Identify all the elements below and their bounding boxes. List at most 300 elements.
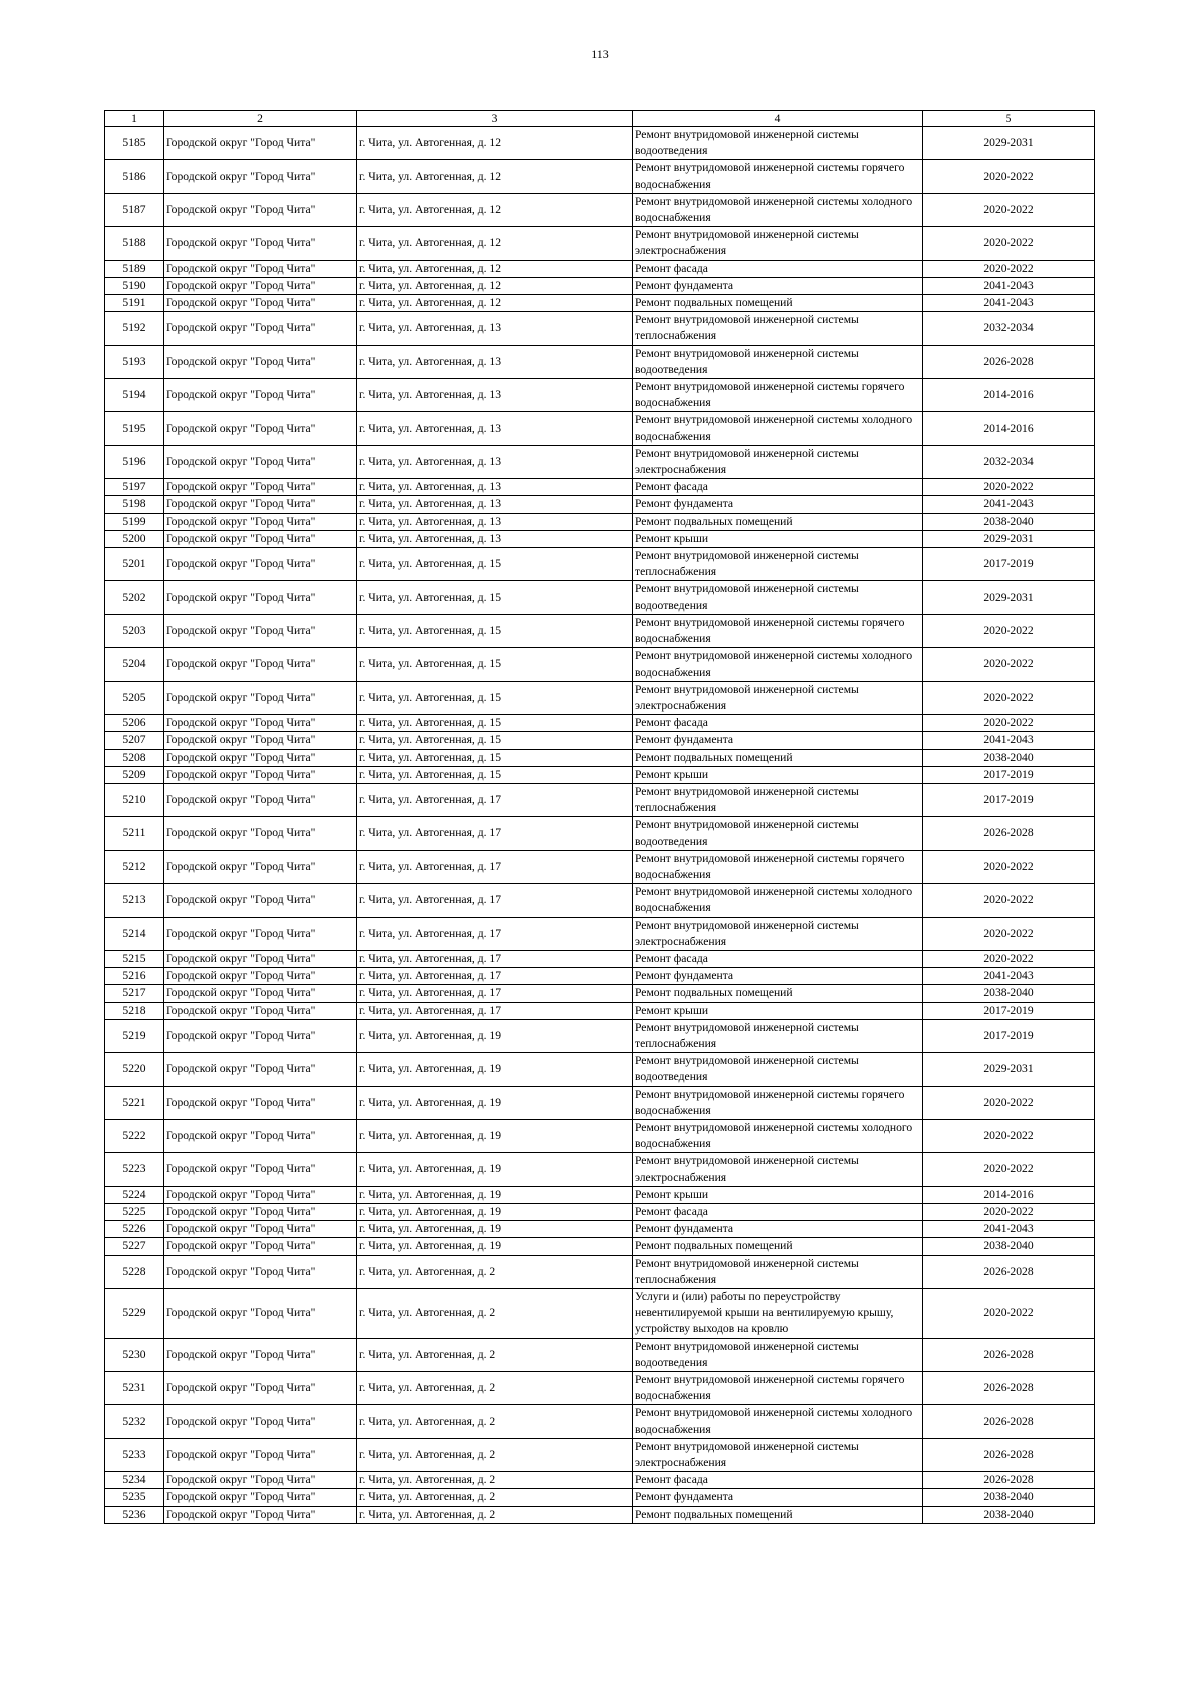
municipality-cell: Городской округ "Город Чита" bbox=[164, 379, 357, 412]
work-type-cell: Ремонт внутридомовой инженерной системы теплоснабжения bbox=[633, 312, 923, 345]
row-number-cell: 5194 bbox=[105, 379, 164, 412]
row-number-cell: 5219 bbox=[105, 1019, 164, 1052]
municipality-cell: Городской округ "Город Чита" bbox=[164, 968, 357, 985]
work-type-cell: Ремонт внутридомовой инженерной системы теплоснабжения bbox=[633, 1019, 923, 1052]
period-cell: 2020-2022 bbox=[923, 193, 1095, 226]
row-number-cell: 5221 bbox=[105, 1086, 164, 1119]
municipality-cell: Городской округ "Город Чита" bbox=[164, 412, 357, 445]
period-cell: 2020-2022 bbox=[923, 479, 1095, 496]
table-row bbox=[105, 968, 1095, 985]
municipality-cell: Городской округ "Город Чита" bbox=[164, 1289, 357, 1339]
work-type-cell: Ремонт подвальных помещений bbox=[633, 985, 923, 1002]
row-number-cell: 5224 bbox=[105, 1186, 164, 1203]
period-cell: 2038-2040 bbox=[923, 1506, 1095, 1523]
address-cell: г. Чита, ул. Автогенная, д. 17 bbox=[357, 850, 633, 883]
work-type-cell: Ремонт подвальных помещений bbox=[633, 1506, 923, 1523]
municipality-cell: Городской округ "Город Чита" bbox=[164, 345, 357, 378]
period-cell: 2038-2040 bbox=[923, 1238, 1095, 1255]
address-cell: г. Чита, ул. Автогенная, д. 19 bbox=[357, 1153, 633, 1186]
address-cell: г. Чита, ул. Автогенная, д. 2 bbox=[357, 1489, 633, 1506]
table-row bbox=[105, 127, 1095, 160]
work-type-cell: Ремонт подвальных помещений bbox=[633, 295, 923, 312]
period-cell: 2020-2022 bbox=[923, 850, 1095, 883]
work-type-cell: Ремонт фасада bbox=[633, 715, 923, 732]
period-cell: 2020-2022 bbox=[923, 1119, 1095, 1152]
period-cell: 2038-2040 bbox=[923, 749, 1095, 766]
table-row bbox=[105, 277, 1095, 294]
period-cell: 2020-2022 bbox=[923, 1086, 1095, 1119]
address-cell: г. Чита, ул. Автогенная, д. 19 bbox=[357, 1238, 633, 1255]
work-type-cell: Ремонт внутридомовой инженерной системы холодного водоснабжения bbox=[633, 648, 923, 681]
row-number-cell: 5208 bbox=[105, 749, 164, 766]
municipality-cell: Городской округ "Город Чита" bbox=[164, 1372, 357, 1405]
row-number-cell: 5212 bbox=[105, 850, 164, 883]
table-row bbox=[105, 379, 1095, 412]
address-cell: г. Чита, ул. Автогенная, д. 12 bbox=[357, 295, 633, 312]
work-type-cell: Ремонт внутридомовой инженерной системы горячего водоснабжения bbox=[633, 614, 923, 647]
row-number-cell: 5197 bbox=[105, 479, 164, 496]
period-cell: 2020-2022 bbox=[923, 1153, 1095, 1186]
column-header: 5 bbox=[923, 111, 1095, 127]
municipality-cell: Городской округ "Город Чита" bbox=[164, 732, 357, 749]
work-type-cell: Ремонт фундамента bbox=[633, 1221, 923, 1238]
row-number-cell: 5201 bbox=[105, 548, 164, 581]
municipality-cell: Городской округ "Город Чита" bbox=[164, 227, 357, 260]
period-cell: 2041-2043 bbox=[923, 277, 1095, 294]
address-cell: г. Чита, ул. Автогенная, д. 19 bbox=[357, 1221, 633, 1238]
address-cell: г. Чита, ул. Автогенная, д. 13 bbox=[357, 496, 633, 513]
municipality-cell: Городской округ "Город Чита" bbox=[164, 260, 357, 277]
table-row bbox=[105, 160, 1095, 193]
row-number-cell: 5204 bbox=[105, 648, 164, 681]
work-type-cell: Ремонт внутридомовой инженерной системы электроснабжения bbox=[633, 227, 923, 260]
municipality-cell: Городской округ "Город Чита" bbox=[164, 1489, 357, 1506]
municipality-cell: Городской округ "Город Чита" bbox=[164, 513, 357, 530]
row-number-cell: 5190 bbox=[105, 277, 164, 294]
work-type-cell: Ремонт внутридомовой инженерной системы электроснабжения bbox=[633, 1438, 923, 1471]
work-type-cell: Ремонт внутридомовой инженерной системы водоотведения bbox=[633, 817, 923, 850]
municipality-cell: Городской округ "Город Чита" bbox=[164, 193, 357, 226]
work-type-cell: Ремонт внутридомовой инженерной системы теплоснабжения bbox=[633, 1255, 923, 1288]
row-number-cell: 5220 bbox=[105, 1053, 164, 1086]
table-row bbox=[105, 783, 1095, 816]
municipality-cell: Городской округ "Город Чита" bbox=[164, 1405, 357, 1438]
period-cell: 2026-2028 bbox=[923, 345, 1095, 378]
work-type-cell: Ремонт внутридомовой инженерной системы холодного водоснабжения bbox=[633, 412, 923, 445]
row-number-cell: 5216 bbox=[105, 968, 164, 985]
table-row bbox=[105, 581, 1095, 614]
period-cell: 2020-2022 bbox=[923, 260, 1095, 277]
municipality-cell: Городской округ "Город Чита" bbox=[164, 1019, 357, 1052]
table-row bbox=[105, 312, 1095, 345]
table-row bbox=[105, 884, 1095, 917]
municipality-cell: Городской округ "Город Чита" bbox=[164, 530, 357, 547]
column-header: 4 bbox=[633, 111, 923, 127]
period-cell: 2029-2031 bbox=[923, 530, 1095, 547]
municipality-cell: Городской округ "Город Чита" bbox=[164, 1472, 357, 1489]
row-number-cell: 5195 bbox=[105, 412, 164, 445]
row-number-cell: 5222 bbox=[105, 1119, 164, 1152]
period-cell: 2041-2043 bbox=[923, 732, 1095, 749]
address-cell: г. Чита, ул. Автогенная, д. 2 bbox=[357, 1405, 633, 1438]
row-number-cell: 5226 bbox=[105, 1221, 164, 1238]
table-row bbox=[105, 412, 1095, 445]
work-type-cell: Ремонт внутридомовой инженерной системы горячего водоснабжения bbox=[633, 1372, 923, 1405]
municipality-cell: Городской округ "Город Чита" bbox=[164, 1186, 357, 1203]
work-type-cell: Ремонт внутридомовой инженерной системы горячего водоснабжения bbox=[633, 379, 923, 412]
period-cell: 2020-2022 bbox=[923, 1204, 1095, 1221]
work-type-cell: Ремонт внутридомовой инженерной системы теплоснабжения bbox=[633, 548, 923, 581]
table-row bbox=[105, 1002, 1095, 1019]
address-cell: г. Чита, ул. Автогенная, д. 19 bbox=[357, 1119, 633, 1152]
period-cell: 2017-2019 bbox=[923, 783, 1095, 816]
period-cell: 2014-2016 bbox=[923, 1186, 1095, 1203]
work-type-cell: Ремонт фасада bbox=[633, 950, 923, 967]
period-cell: 2032-2034 bbox=[923, 312, 1095, 345]
address-cell: г. Чита, ул. Автогенная, д. 17 bbox=[357, 1002, 633, 1019]
address-cell: г. Чита, ул. Автогенная, д. 15 bbox=[357, 766, 633, 783]
period-cell: 2041-2043 bbox=[923, 1221, 1095, 1238]
period-cell: 2017-2019 bbox=[923, 1002, 1095, 1019]
work-type-cell: Ремонт внутридомовой инженерной системы электроснабжения bbox=[633, 1153, 923, 1186]
table-row bbox=[105, 1204, 1095, 1221]
municipality-cell: Городской округ "Город Чита" bbox=[164, 496, 357, 513]
table-row bbox=[105, 817, 1095, 850]
row-number-cell: 5205 bbox=[105, 681, 164, 714]
municipality-cell: Городской округ "Город Чита" bbox=[164, 917, 357, 950]
period-cell: 2038-2040 bbox=[923, 1489, 1095, 1506]
work-type-cell: Ремонт внутридомовой инженерной системы горячего водоснабжения bbox=[633, 160, 923, 193]
table-row bbox=[105, 513, 1095, 530]
municipality-cell: Городской округ "Город Чита" bbox=[164, 1053, 357, 1086]
work-type-cell: Ремонт внутридомовой инженерной системы водоотведения bbox=[633, 345, 923, 378]
work-type-cell: Ремонт фундамента bbox=[633, 732, 923, 749]
address-cell: г. Чита, ул. Автогенная, д. 12 bbox=[357, 227, 633, 260]
period-cell: 2026-2028 bbox=[923, 1405, 1095, 1438]
address-cell: г. Чита, ул. Автогенная, д. 17 bbox=[357, 817, 633, 850]
period-cell: 2026-2028 bbox=[923, 1438, 1095, 1471]
work-type-cell: Ремонт фундамента bbox=[633, 496, 923, 513]
municipality-cell: Городской округ "Город Чита" bbox=[164, 277, 357, 294]
municipality-cell: Городской округ "Город Чита" bbox=[164, 950, 357, 967]
period-cell: 2020-2022 bbox=[923, 227, 1095, 260]
work-type-cell: Ремонт фундамента bbox=[633, 1489, 923, 1506]
table-row bbox=[105, 1438, 1095, 1471]
municipality-cell: Городской округ "Город Чита" bbox=[164, 1238, 357, 1255]
municipality-cell: Городской округ "Город Чита" bbox=[164, 884, 357, 917]
address-cell: г. Чита, ул. Автогенная, д. 19 bbox=[357, 1186, 633, 1203]
row-number-cell: 5218 bbox=[105, 1002, 164, 1019]
period-cell: 2020-2022 bbox=[923, 715, 1095, 732]
address-cell: г. Чита, ул. Автогенная, д. 19 bbox=[357, 1086, 633, 1119]
table-row bbox=[105, 1405, 1095, 1438]
repair-schedule-table bbox=[104, 110, 1095, 1524]
work-type-cell: Ремонт внутридомовой инженерной системы водоотведения bbox=[633, 1053, 923, 1086]
table-row bbox=[105, 548, 1095, 581]
row-number-cell: 5189 bbox=[105, 260, 164, 277]
work-type-cell: Ремонт фасада bbox=[633, 1204, 923, 1221]
municipality-cell: Городской округ "Город Чита" bbox=[164, 1086, 357, 1119]
table-row bbox=[105, 732, 1095, 749]
period-cell: 2020-2022 bbox=[923, 160, 1095, 193]
address-cell: г. Чита, ул. Автогенная, д. 17 bbox=[357, 884, 633, 917]
table-row bbox=[105, 950, 1095, 967]
address-cell: г. Чита, ул. Автогенная, д. 12 bbox=[357, 260, 633, 277]
row-number-cell: 5230 bbox=[105, 1338, 164, 1371]
address-cell: г. Чита, ул. Автогенная, д. 12 bbox=[357, 160, 633, 193]
period-cell: 2026-2028 bbox=[923, 1372, 1095, 1405]
address-cell: г. Чита, ул. Автогенная, д. 19 bbox=[357, 1053, 633, 1086]
municipality-cell: Городской округ "Город Чита" bbox=[164, 160, 357, 193]
table-row bbox=[105, 445, 1095, 478]
municipality-cell: Городской округ "Город Чита" bbox=[164, 614, 357, 647]
work-type-cell: Ремонт внутридомовой инженерной системы горячего водоснабжения bbox=[633, 850, 923, 883]
work-type-cell: Ремонт подвальных помещений bbox=[633, 749, 923, 766]
table-row bbox=[105, 193, 1095, 226]
table-row bbox=[105, 1472, 1095, 1489]
work-type-cell: Ремонт крыши bbox=[633, 766, 923, 783]
row-number-cell: 5211 bbox=[105, 817, 164, 850]
row-number-cell: 5185 bbox=[105, 127, 164, 160]
row-number-cell: 5236 bbox=[105, 1506, 164, 1523]
address-cell: г. Чита, ул. Автогенная, д. 17 bbox=[357, 985, 633, 1002]
address-cell: г. Чита, ул. Автогенная, д. 13 bbox=[357, 379, 633, 412]
page-number: 113 bbox=[591, 47, 609, 61]
table-row bbox=[105, 1238, 1095, 1255]
row-number-cell: 5210 bbox=[105, 783, 164, 816]
period-cell: 2026-2028 bbox=[923, 1255, 1095, 1288]
address-cell: г. Чита, ул. Автогенная, д. 15 bbox=[357, 681, 633, 714]
work-type-cell: Ремонт крыши bbox=[633, 530, 923, 547]
address-cell: г. Чита, ул. Автогенная, д. 2 bbox=[357, 1372, 633, 1405]
municipality-cell: Городской округ "Город Чита" bbox=[164, 1221, 357, 1238]
work-type-cell: Ремонт внутридомовой инженерной системы холодного водоснабжения bbox=[633, 884, 923, 917]
municipality-cell: Городской округ "Город Чита" bbox=[164, 1506, 357, 1523]
address-cell: г. Чита, ул. Автогенная, д. 12 bbox=[357, 127, 633, 160]
row-number-cell: 5234 bbox=[105, 1472, 164, 1489]
period-cell: 2041-2043 bbox=[923, 295, 1095, 312]
municipality-cell: Городской округ "Город Чита" bbox=[164, 548, 357, 581]
table-row bbox=[105, 1255, 1095, 1288]
address-cell: г. Чита, ул. Автогенная, д. 19 bbox=[357, 1019, 633, 1052]
municipality-cell: Городской округ "Город Чита" bbox=[164, 985, 357, 1002]
period-cell: 2026-2028 bbox=[923, 817, 1095, 850]
municipality-cell: Городской округ "Город Чита" bbox=[164, 1338, 357, 1371]
row-number-cell: 5199 bbox=[105, 513, 164, 530]
municipality-cell: Городской округ "Город Чита" bbox=[164, 295, 357, 312]
row-number-cell: 5233 bbox=[105, 1438, 164, 1471]
row-number-cell: 5235 bbox=[105, 1489, 164, 1506]
table-row bbox=[105, 479, 1095, 496]
municipality-cell: Городской округ "Город Чита" bbox=[164, 479, 357, 496]
period-cell: 2017-2019 bbox=[923, 548, 1095, 581]
work-type-cell: Ремонт внутридомовой инженерной системы теплоснабжения bbox=[633, 783, 923, 816]
work-type-cell: Ремонт подвальных помещений bbox=[633, 513, 923, 530]
work-type-cell: Ремонт фасада bbox=[633, 260, 923, 277]
period-cell: 2041-2043 bbox=[923, 496, 1095, 513]
period-cell: 2020-2022 bbox=[923, 950, 1095, 967]
address-cell: г. Чита, ул. Автогенная, д. 2 bbox=[357, 1255, 633, 1288]
table-row bbox=[105, 1086, 1095, 1119]
table-row bbox=[105, 766, 1095, 783]
table-row bbox=[105, 1186, 1095, 1203]
municipality-cell: Городской округ "Город Чита" bbox=[164, 312, 357, 345]
address-cell: г. Чита, ул. Автогенная, д. 2 bbox=[357, 1472, 633, 1489]
work-type-cell: Ремонт подвальных помещений bbox=[633, 1238, 923, 1255]
address-cell: г. Чита, ул. Автогенная, д. 2 bbox=[357, 1289, 633, 1339]
address-cell: г. Чита, ул. Автогенная, д. 13 bbox=[357, 513, 633, 530]
address-cell: г. Чита, ул. Автогенная, д. 15 bbox=[357, 715, 633, 732]
municipality-cell: Городской округ "Город Чита" bbox=[164, 127, 357, 160]
address-cell: г. Чита, ул. Автогенная, д. 13 bbox=[357, 445, 633, 478]
row-number-cell: 5229 bbox=[105, 1289, 164, 1339]
work-type-cell: Ремонт крыши bbox=[633, 1186, 923, 1203]
municipality-cell: Городской округ "Город Чита" bbox=[164, 715, 357, 732]
table-row bbox=[105, 1338, 1095, 1371]
work-type-cell: Ремонт внутридомовой инженерной системы электроснабжения bbox=[633, 445, 923, 478]
municipality-cell: Городской округ "Город Чита" bbox=[164, 648, 357, 681]
period-cell: 2020-2022 bbox=[923, 648, 1095, 681]
period-cell: 2029-2031 bbox=[923, 127, 1095, 160]
work-type-cell: Ремонт фундамента bbox=[633, 968, 923, 985]
column-header: 3 bbox=[357, 111, 633, 127]
table-row bbox=[105, 917, 1095, 950]
work-type-cell: Ремонт фасада bbox=[633, 479, 923, 496]
row-number-cell: 5198 bbox=[105, 496, 164, 513]
work-type-cell: Ремонт внутридомовой инженерной системы электроснабжения bbox=[633, 917, 923, 950]
municipality-cell: Городской округ "Город Чита" bbox=[164, 1002, 357, 1019]
table-row bbox=[105, 850, 1095, 883]
row-number-cell: 5213 bbox=[105, 884, 164, 917]
table-row bbox=[105, 1289, 1095, 1339]
work-type-cell: Ремонт внутридомовой инженерной системы холодного водоснабжения bbox=[633, 1405, 923, 1438]
table-row bbox=[105, 1372, 1095, 1405]
table-row bbox=[105, 496, 1095, 513]
work-type-cell: Услуги и (или) работы по переустройству невентилируемой крыши на вентилируемую крышу, устройству выходов на кровлю bbox=[633, 1289, 923, 1339]
work-type-cell: Ремонт фундамента bbox=[633, 277, 923, 294]
municipality-cell: Городской округ "Город Чита" bbox=[164, 681, 357, 714]
address-cell: г. Чита, ул. Автогенная, д. 12 bbox=[357, 193, 633, 226]
row-number-cell: 5191 bbox=[105, 295, 164, 312]
address-cell: г. Чита, ул. Автогенная, д. 2 bbox=[357, 1506, 633, 1523]
period-cell: 2032-2034 bbox=[923, 445, 1095, 478]
address-cell: г. Чита, ул. Автогенная, д. 17 bbox=[357, 917, 633, 950]
row-number-cell: 5192 bbox=[105, 312, 164, 345]
period-cell: 2017-2019 bbox=[923, 1019, 1095, 1052]
table-row bbox=[105, 749, 1095, 766]
period-cell: 2017-2019 bbox=[923, 766, 1095, 783]
row-number-cell: 5228 bbox=[105, 1255, 164, 1288]
row-number-cell: 5207 bbox=[105, 732, 164, 749]
table-row bbox=[105, 1119, 1095, 1152]
row-number-cell: 5203 bbox=[105, 614, 164, 647]
row-number-cell: 5217 bbox=[105, 985, 164, 1002]
table-row bbox=[105, 715, 1095, 732]
address-cell: г. Чита, ул. Автогенная, д. 2 bbox=[357, 1438, 633, 1471]
table-row bbox=[105, 260, 1095, 277]
table-row bbox=[105, 985, 1095, 1002]
row-number-cell: 5227 bbox=[105, 1238, 164, 1255]
table-row bbox=[105, 1489, 1095, 1506]
period-cell: 2026-2028 bbox=[923, 1472, 1095, 1489]
table-row bbox=[105, 681, 1095, 714]
table-row bbox=[105, 345, 1095, 378]
address-cell: г. Чита, ул. Автогенная, д. 15 bbox=[357, 614, 633, 647]
row-number-cell: 5232 bbox=[105, 1405, 164, 1438]
municipality-cell: Городской округ "Город Чита" bbox=[164, 581, 357, 614]
row-number-cell: 5196 bbox=[105, 445, 164, 478]
municipality-cell: Городской округ "Город Чита" bbox=[164, 1153, 357, 1186]
address-cell: г. Чита, ул. Автогенная, д. 15 bbox=[357, 732, 633, 749]
work-type-cell: Ремонт внутридомовой инженерной системы электроснабжения bbox=[633, 681, 923, 714]
work-type-cell: Ремонт крыши bbox=[633, 1002, 923, 1019]
municipality-cell: Городской округ "Город Чита" bbox=[164, 445, 357, 478]
row-number-cell: 5223 bbox=[105, 1153, 164, 1186]
table-row bbox=[105, 295, 1095, 312]
address-cell: г. Чита, ул. Автогенная, д. 2 bbox=[357, 1338, 633, 1371]
municipality-cell: Городской округ "Город Чита" bbox=[164, 817, 357, 850]
work-type-cell: Ремонт внутридомовой инженерной системы холодного водоснабжения bbox=[633, 193, 923, 226]
municipality-cell: Городской округ "Город Чита" bbox=[164, 850, 357, 883]
period-cell: 2038-2040 bbox=[923, 513, 1095, 530]
work-type-cell: Ремонт внутридомовой инженерной системы холодного водоснабжения bbox=[633, 1119, 923, 1152]
period-cell: 2038-2040 bbox=[923, 985, 1095, 1002]
row-number-cell: 5214 bbox=[105, 917, 164, 950]
column-header: 1 bbox=[105, 111, 164, 127]
address-cell: г. Чита, ул. Автогенная, д. 17 bbox=[357, 950, 633, 967]
municipality-cell: Городской округ "Город Чита" bbox=[164, 1119, 357, 1152]
address-cell: г. Чита, ул. Автогенная, д. 13 bbox=[357, 530, 633, 547]
row-number-cell: 5231 bbox=[105, 1372, 164, 1405]
row-number-cell: 5215 bbox=[105, 950, 164, 967]
row-number-cell: 5209 bbox=[105, 766, 164, 783]
table-row bbox=[105, 227, 1095, 260]
column-header: 2 bbox=[164, 111, 357, 127]
row-number-cell: 5187 bbox=[105, 193, 164, 226]
municipality-cell: Городской округ "Город Чита" bbox=[164, 783, 357, 816]
table-row bbox=[105, 1019, 1095, 1052]
address-cell: г. Чита, ул. Автогенная, д. 17 bbox=[357, 968, 633, 985]
row-number-cell: 5188 bbox=[105, 227, 164, 260]
period-cell: 2020-2022 bbox=[923, 917, 1095, 950]
period-cell: 2029-2031 bbox=[923, 581, 1095, 614]
address-cell: г. Чита, ул. Автогенная, д. 15 bbox=[357, 648, 633, 681]
address-cell: г. Чита, ул. Автогенная, д. 15 bbox=[357, 749, 633, 766]
address-cell: г. Чита, ул. Автогенная, д. 15 bbox=[357, 548, 633, 581]
address-cell: г. Чита, ул. Автогенная, д. 15 bbox=[357, 581, 633, 614]
address-cell: г. Чита, ул. Автогенная, д. 12 bbox=[357, 277, 633, 294]
work-type-cell: Ремонт фасада bbox=[633, 1472, 923, 1489]
municipality-cell: Городской округ "Город Чита" bbox=[164, 766, 357, 783]
work-type-cell: Ремонт внутридомовой инженерной системы водоотведения bbox=[633, 127, 923, 160]
address-cell: г. Чита, ул. Автогенная, д. 13 bbox=[357, 479, 633, 496]
municipality-cell: Городской округ "Город Чита" bbox=[164, 1438, 357, 1471]
row-number-cell: 5193 bbox=[105, 345, 164, 378]
work-type-cell: Ремонт внутридомовой инженерной системы водоотведения bbox=[633, 581, 923, 614]
table-row bbox=[105, 1153, 1095, 1186]
period-cell: 2026-2028 bbox=[923, 1338, 1095, 1371]
row-number-cell: 5202 bbox=[105, 581, 164, 614]
municipality-cell: Городской округ "Город Чита" bbox=[164, 1204, 357, 1221]
period-cell: 2020-2022 bbox=[923, 681, 1095, 714]
table-header-row bbox=[105, 111, 1095, 127]
row-number-cell: 5206 bbox=[105, 715, 164, 732]
period-cell: 2020-2022 bbox=[923, 884, 1095, 917]
address-cell: г. Чита, ул. Автогенная, д. 17 bbox=[357, 783, 633, 816]
municipality-cell: Городской округ "Город Чита" bbox=[164, 749, 357, 766]
address-cell: г. Чита, ул. Автогенная, д. 13 bbox=[357, 312, 633, 345]
work-type-cell: Ремонт внутридомовой инженерной системы водоотведения bbox=[633, 1338, 923, 1371]
